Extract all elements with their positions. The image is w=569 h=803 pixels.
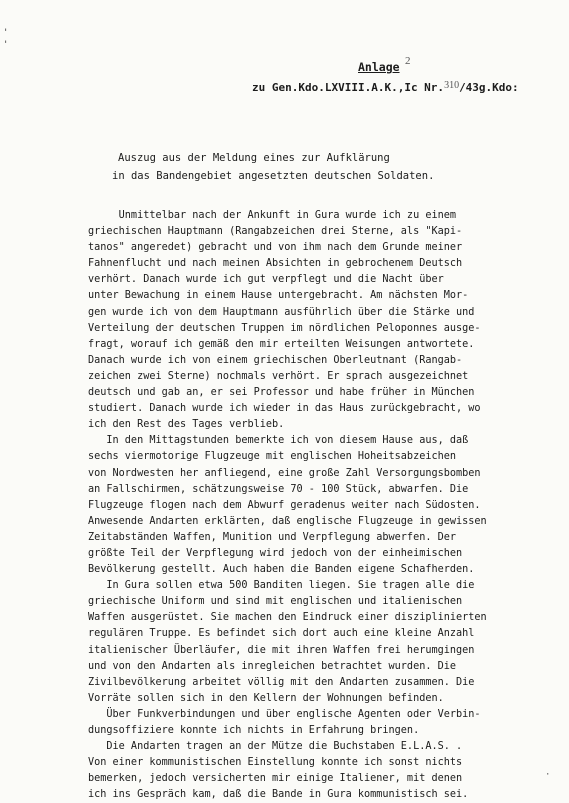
text-line: Anwesende Andarten erklärten, daß englische Flugzeuge in gewissen	[88, 515, 487, 527]
text-line: Danach wurde ich von einem griechischen Oberleutnant (Rangab-	[88, 354, 463, 366]
text-line: bemerken, jedoch versicherten mir einige Italiener, mit denen	[88, 773, 463, 785]
text-line: sechs viermotorige Flugzeuge mit englischen Hoheitsabzeichen	[88, 451, 457, 463]
text-line: verhört. Danach wurde ich gut verpflegt und die Nacht über	[88, 274, 444, 286]
margin-mark: '	[3, 40, 9, 50]
text-line: ich ins Gespräch kam, daß die Bande in Gura kommunistisch sei.	[88, 789, 469, 801]
heading-line: in das Bandengebiet angesetzten deutschen Soldaten.	[112, 170, 435, 182]
text-line: unter Bewachung in einem Hause untergebracht. Am nächsten Mor-	[88, 290, 469, 302]
page-mark: ·	[545, 770, 551, 780]
annex-number: 2	[405, 55, 411, 67]
heading-line: Auszug aus der Meldung eines zur Aufklärung	[118, 152, 390, 164]
reference-line	[252, 80, 567, 94]
text-line: zeichen zwei Sterne) nochmals verhört. Er sprach ausgezeichnet	[88, 370, 469, 382]
text-line: deutsch und gab an, er sei Professor und habe früher in München	[88, 387, 475, 399]
text-line: In den Mittagstunden bemerkte ich von diesem Hause aus, daß	[88, 435, 469, 447]
text-line: Die Andarten tragen an der Mütze die Buchstaben E.L.A.S. .	[88, 741, 463, 753]
text-line: Flugzeuge flogen nach dem Abwurf geradenus weiter nach Südosten.	[88, 499, 481, 511]
text-line: Waffen ausgerüstet. Sie machen den Eindruck einer disziplinierten	[88, 612, 487, 624]
text-line: dungsoffiziere konnte ich nichts in Erfahrung bringen.	[88, 725, 420, 736]
report-body	[88, 208, 562, 803]
text-line: Unmittelbar nach der Ankunft in Gura wurde ich zu einem	[88, 210, 457, 221]
text-line: Vorräte sollen sich in den Kellern der Wohnungen befinden.	[88, 692, 444, 704]
reference-prefix: zu Gen.Kdo.LXVIII.A.K.,Ic Nr.	[252, 81, 445, 94]
text-line: italienischer Überläufer, die mit ihren Waffen frei herumgingen	[88, 644, 475, 656]
text-line: gen wurde ich von dem Hauptmann ausführlich über die Stärke und	[88, 306, 475, 318]
margin-mark: '	[3, 28, 9, 38]
text-line: ich den Rest des Tages verblieb.	[88, 419, 285, 431]
text-line: an Fallschirmen, schätzungsweise 70 - 100 Stück, abwarfen. Die	[88, 483, 469, 495]
text-line: Zivilbevölkerung arbeitet völlig mit den Andarten zusammen. Die	[88, 676, 475, 688]
text-line: und von den Andarten als inregleichen betrachtet wurden. Die	[88, 660, 457, 672]
reference-number: 310	[444, 80, 460, 91]
text-line: studiert. Danach wurde ich wieder in das Haus zurückgebracht, wo	[88, 403, 481, 415]
text-line: Fahnenflucht und nach meinen Absichten in gebrochenem Deutsch	[88, 258, 463, 270]
text-line: Von einer kommunistischen Einstellung konnte ich sonst nichts	[88, 757, 463, 769]
text-line: regulären Truppe. Es befindet sich dort auch eine kleine Anzahl	[88, 628, 475, 640]
reference-suffix: /43g.Kdo:	[459, 81, 519, 94]
text-line: größte Teil der Verpflegung wird jedoch von der einheimischen	[88, 547, 463, 559]
text-line: In Gura sollen etwa 500 Banditen liegen. Sie tragen alle die	[88, 580, 475, 592]
document-heading	[112, 149, 458, 185]
text-line: Über Funkverbindungen und über englische Agenten oder Verbin-	[88, 708, 481, 720]
text-line: von Nordwesten her anfliegend, eine große Zahl Versorgungsbomben	[88, 467, 481, 479]
text-line: tanos" angeredet) gebracht und von ihm nach dem Grunde meiner	[88, 242, 463, 254]
text-line: griechische Uniform und sind mit englischen und italienischen	[88, 596, 463, 608]
text-line: Bevölkerung gestellt. Auch haben die Banden eigene Schafherden.	[88, 564, 475, 576]
text-line: fragt, worauf ich gemäß den mir erteilten Weisungen antwortete.	[88, 338, 475, 350]
text-line: griechischen Hauptmann (Rangabzeichen drei Sterne, als "Kapi-	[88, 226, 463, 238]
text-line: Verteilung der deutschen Truppen im nördlichen Peloponnes ausge-	[88, 322, 481, 334]
text-line: Zeitabständen Waffen, Munition und Verpflegung abwerfen. Der	[88, 531, 457, 543]
annex-label: Anlage	[358, 60, 400, 74]
